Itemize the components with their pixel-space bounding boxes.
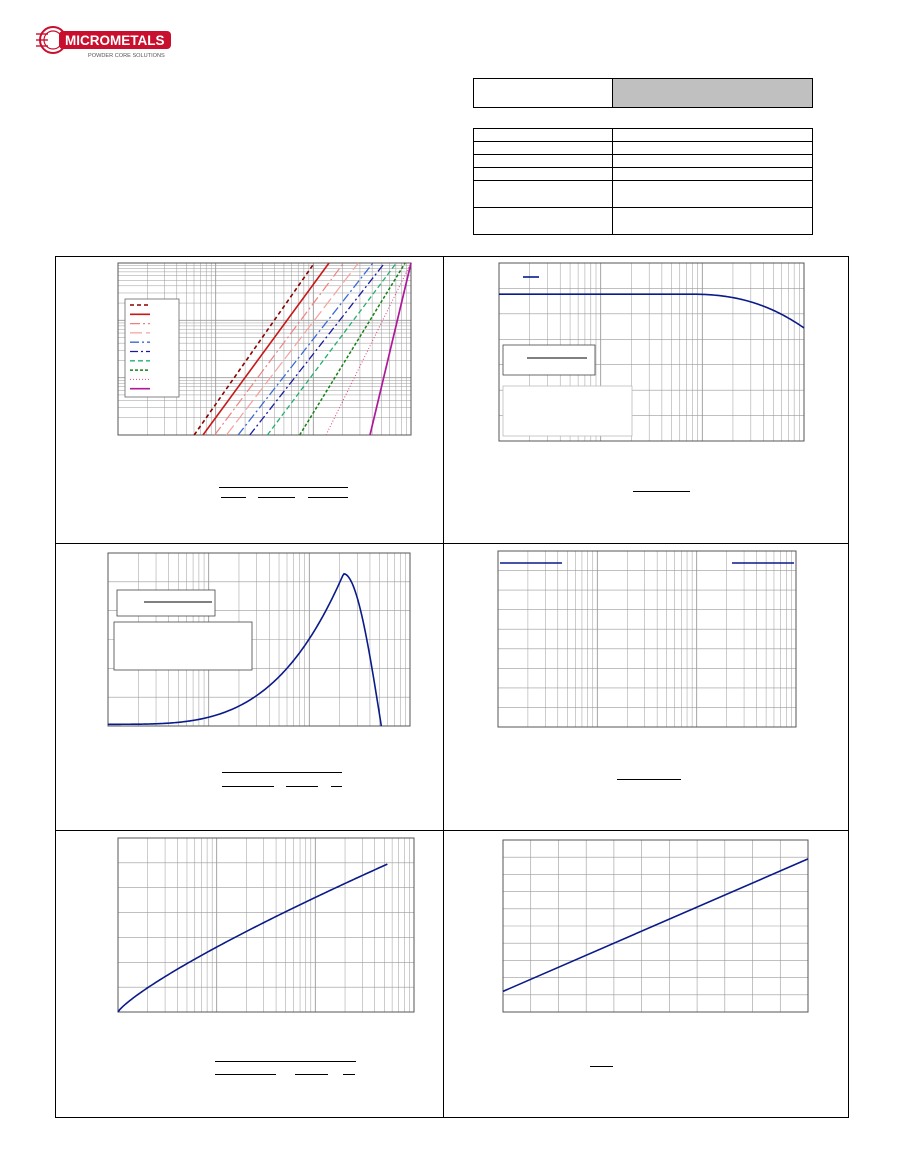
spec-label-cell (474, 129, 613, 142)
brand-name: MICROMETALS (65, 33, 165, 48)
spec-value-cell (613, 142, 813, 155)
series-line (203, 263, 329, 435)
spec-label-cell (474, 168, 613, 181)
formula-1-term-bar (308, 497, 348, 498)
series-line (215, 263, 344, 435)
brand-tagline: POWDER CORE SOLUTIONS (88, 53, 165, 59)
panel-divider-horizontal (55, 543, 849, 544)
series-line (370, 263, 411, 435)
chart-3-peak (108, 553, 410, 726)
annotation-box (114, 622, 252, 670)
spec-value-cell (613, 208, 813, 235)
formula-5-numerator-bar (215, 1061, 356, 1062)
plot-frame (498, 551, 796, 727)
panel-divider-horizontal (55, 830, 849, 831)
series-line (118, 864, 387, 1012)
chart-4-flat (498, 551, 796, 727)
formula-3-term-bar (331, 786, 342, 787)
spec-label-cell (474, 142, 613, 155)
part-number-value-cell (613, 79, 813, 108)
spec-label-cell (474, 181, 613, 208)
formula-4-bar (617, 779, 681, 780)
part-number-label-cell (474, 79, 613, 108)
spec-label-cell (474, 155, 613, 168)
spec-table (473, 128, 813, 235)
spec-value-cell (613, 155, 813, 168)
formula-2-bar (633, 491, 690, 492)
spec-value-cell (613, 168, 813, 181)
series-line (194, 263, 314, 435)
chart-1-multi-series (118, 263, 411, 435)
series-line (226, 263, 358, 435)
annotation-box (503, 386, 632, 436)
annotation-box (503, 345, 595, 375)
series-line (499, 294, 804, 328)
plot-frame (118, 838, 414, 1012)
part-header-table (473, 78, 813, 108)
formula-3-term-bar (222, 786, 274, 787)
formula-5-term-bar (343, 1074, 355, 1075)
spec-value-cell (613, 129, 813, 142)
formula-6-bar (590, 1066, 613, 1067)
spec-label-cell (474, 208, 613, 235)
micrometals-logo (36, 24, 176, 60)
formula-1-term-bar (258, 497, 295, 498)
chart-6-linear (503, 840, 808, 1012)
formula-1-term-bar (221, 497, 246, 498)
formula-1-numerator-bar (219, 487, 348, 488)
chart-5-concave (118, 838, 414, 1012)
series-line (250, 263, 385, 435)
formula-3-numerator-bar (222, 772, 342, 773)
chart-2-rolloff (499, 263, 804, 441)
formula-3-term-bar (286, 786, 318, 787)
series-line (503, 859, 808, 991)
annotation-box (117, 590, 215, 616)
spec-value-cell (613, 181, 813, 208)
formula-5-term-bar (295, 1074, 328, 1075)
panel-divider-vertical (443, 256, 444, 1118)
formula-5-term-bar (215, 1074, 276, 1075)
